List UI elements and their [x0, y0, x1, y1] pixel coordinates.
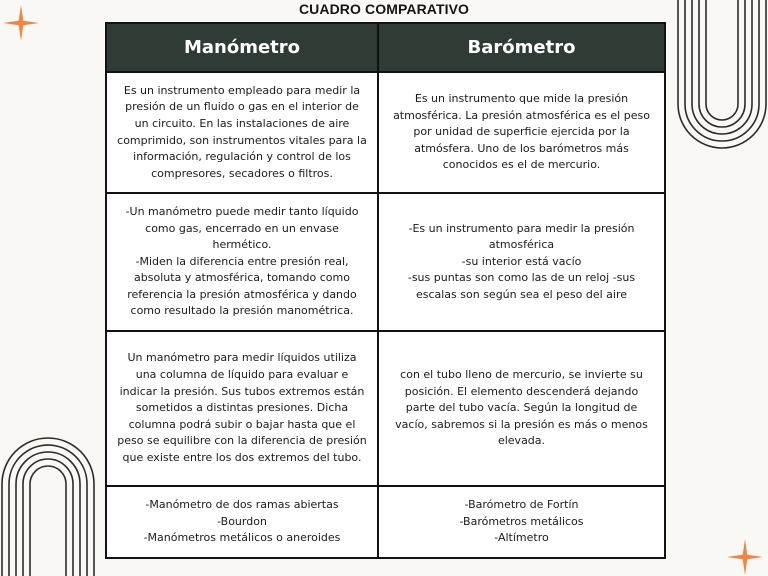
cell-text: -Manómetro de dos ramas abiertas -Bourdon -Manómetros metálicos o aneroides [143, 498, 341, 545]
cell-text: -Barómetro de Fortín -Barómetros metálicos -Altímetro [459, 498, 584, 545]
cell-barometro-funcionamiento [378, 331, 665, 486]
concentric-arches-decoration [676, 0, 768, 150]
sparkle-star-icon [726, 538, 764, 576]
page-title: CUADRO COMPARATIVO [298, 1, 470, 17]
cell-manometro-funcionamiento [106, 331, 378, 486]
table-header-row [106, 23, 665, 72]
comparison-table [105, 22, 666, 559]
cell-text: Es un instrumento que mide la presión atmosférica. La presión atmosférica es el peso por unidad de superficie ejercida por la atmósfera. Uno de los barómetros más conocidos es el de mercurio. [393, 92, 650, 172]
cell-text: -Un manómetro puede medir tanto líquido como gas, encerrado en un envase hermético. -Miden la diferencia entre presión real, absoluta y atmosférica, tomando como referencia la presión atmosférica y dando como resultado la presión manométrica. [125, 204, 359, 318]
cell-manometro-caracteristicas [106, 193, 378, 331]
column-header-manometro: Manómetro [106, 23, 378, 72]
cell-manometro-definicion [106, 72, 378, 193]
concentric-arches-decoration [0, 436, 95, 576]
cell-manometro-tipos [106, 486, 378, 558]
table-row [106, 486, 665, 558]
cell-text: Es un instrumento empleado para medir la presión de un fluido o gas en el interior de un circuito. En las instalaciones de aire comprimido, son instrumentos vitales para la información, regulación y control de los compresores, secadores o filtros. [117, 83, 367, 180]
cell-text: Un manómetro para medir líquidos utiliza una columna de líquido para evaluar e indicar la presión. Sus tubos extremos están sometidos a distintas presiones. Dicha columna podrá subir o bajar hasta que el peso se equilibre con la diferencia de presión que existe entre los dos extremos del tubo. [117, 351, 367, 464]
table-row [106, 72, 665, 193]
table-row [106, 331, 665, 486]
cell-text: -Es un instrumento para medir la presión atmosférica -su interior está vacío -sus puntas son como las de un reloj -sus escalas son según sea el peso del aire [407, 221, 636, 301]
cell-barometro-definicion [378, 72, 665, 193]
table-row [106, 193, 665, 331]
cell-text: con el tubo lleno de mercurio, se invierte su posición. El elemento descenderá dejando parte del tubo vacía. Según la longitud de vacío, sabremos si la presión es más o menos elevada. [395, 368, 648, 448]
cell-barometro-caracteristicas [378, 193, 665, 331]
cell-barometro-tipos [378, 486, 665, 558]
column-header-barometro: Barómetro [378, 23, 665, 72]
